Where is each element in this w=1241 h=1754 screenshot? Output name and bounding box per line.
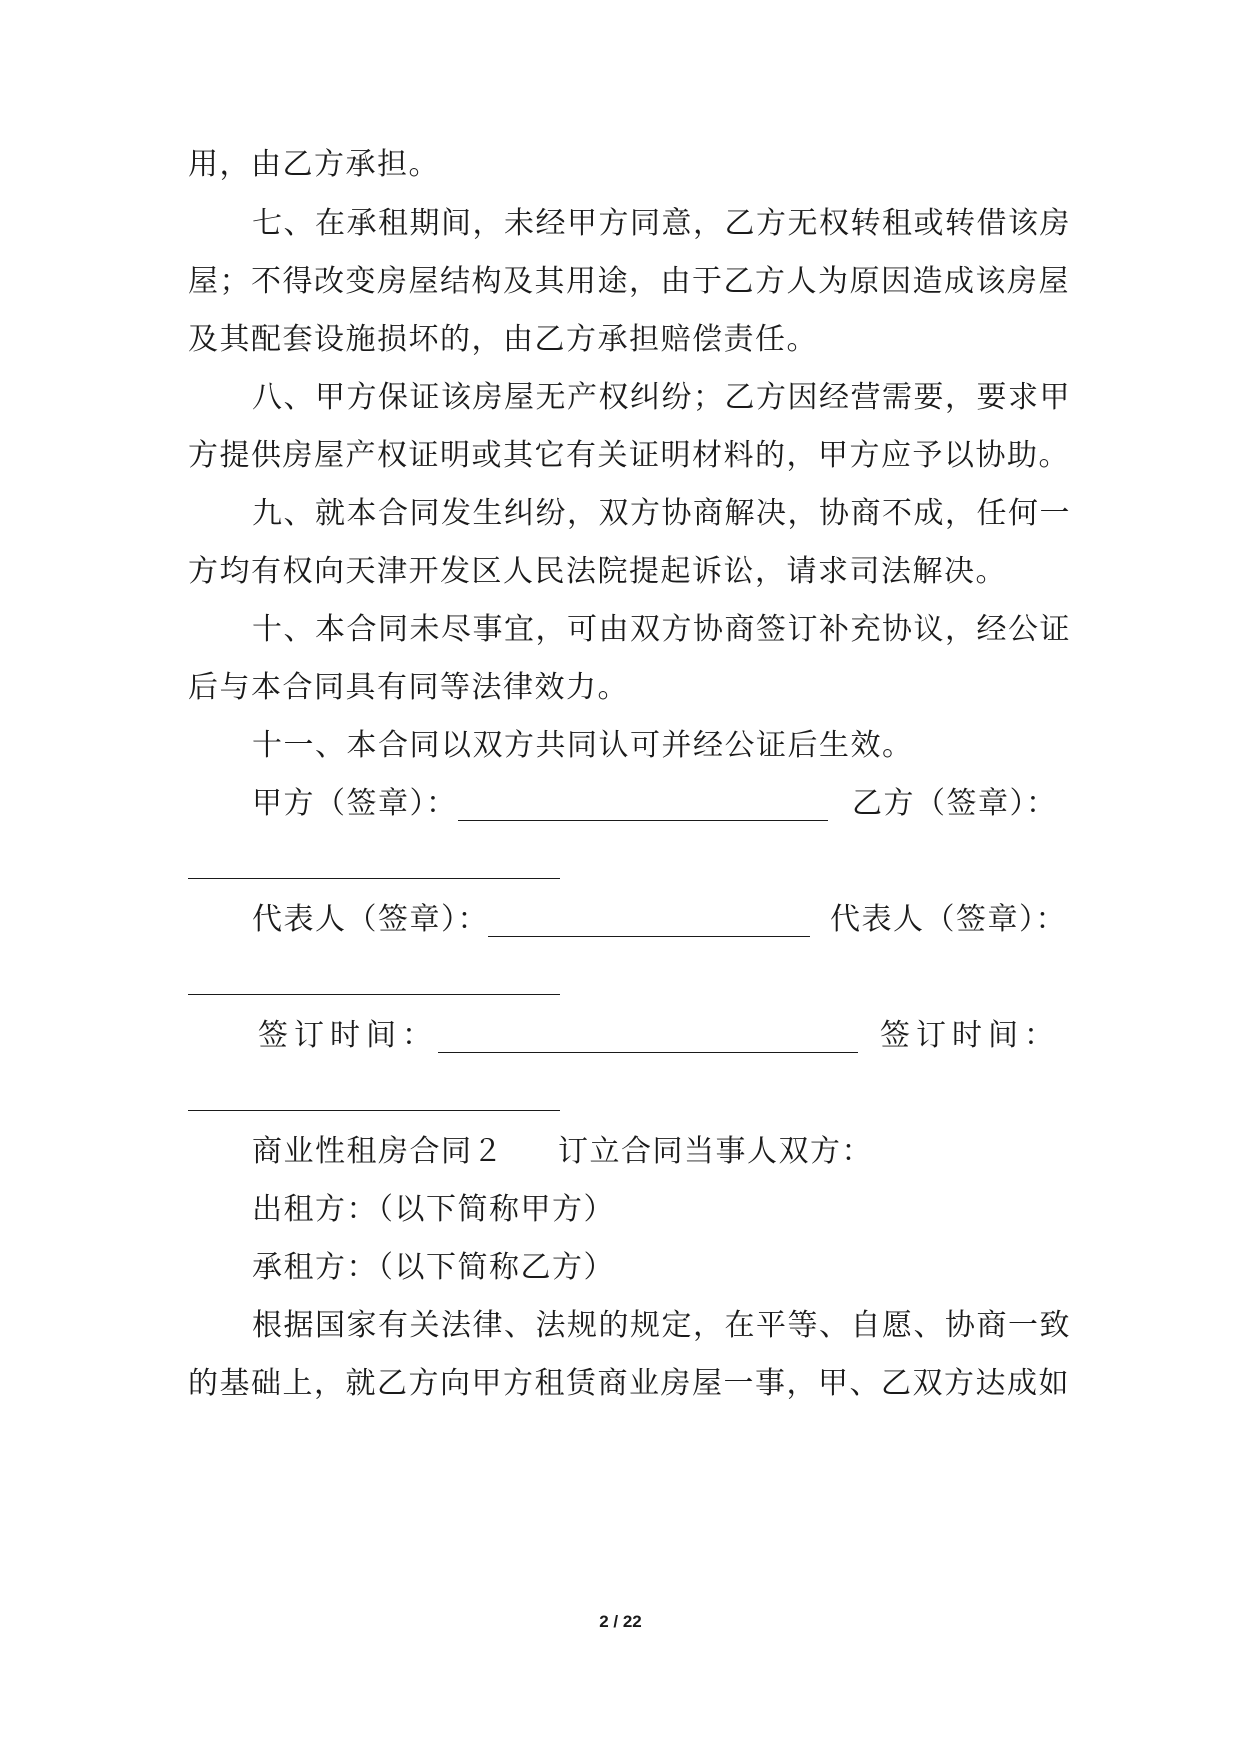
clause-9-line-1: 九、就本合同发生纠纷，双方协商解决，协商不成，任何一: [252, 496, 1071, 531]
rep-a-signature-line: [488, 936, 810, 937]
date-a-line: [438, 1052, 858, 1053]
page-number: 2 / 22: [599, 1612, 642, 1631]
intro-line-1: 根据国家有关法律、法规的规定，在平等、自愿、协商一致: [252, 1308, 1071, 1343]
rep-b-seal-label: 代表人（签章）：: [830, 902, 1067, 937]
clause-10-line-1: 十、本合同未尽事宜，可由双方协商签订补充协议，经公证: [252, 612, 1071, 647]
clause-8-line-1: 八、甲方保证该房屋无产权纠纷；乙方因经营需要，要求甲: [252, 380, 1071, 415]
party-a-seal-label: 甲方（签章）：: [252, 786, 458, 821]
date-b-line: [188, 1110, 560, 1111]
intro-line-2: 的基础上，就乙方向甲方租赁商业房屋一事，甲、乙双方达成如: [188, 1366, 1070, 1401]
clause-11-line: 十一、本合同以双方共同认可并经公证后生效。: [252, 728, 914, 763]
lessor-line: 出租方：（以下简称甲方）: [252, 1192, 615, 1227]
clause-7-line-2: 屋；不得改变房屋结构及其用途，由于乙方人为原因造成该房屋: [188, 264, 1070, 299]
clause-9-line-2: 方均有权向天津开发区人民法院提起诉讼，请求司法解决。: [188, 554, 1007, 589]
party-a-signature-line: [458, 820, 828, 821]
clause-7-line-1: 七、在承租期间，未经甲方同意，乙方无权转租或转借该房: [252, 206, 1071, 241]
rep-a-seal-label: 代表人（签章）：: [252, 902, 489, 937]
lessee-line: 承租方：（以下简称乙方）: [252, 1250, 615, 1285]
party-b-signature-line: [188, 878, 560, 879]
contract-2-title: 商业性租房合同２: [252, 1134, 504, 1169]
date-a-label: 签订时间：: [258, 1018, 438, 1053]
contract-parties-label: 订立合同当事人双方：: [558, 1134, 873, 1169]
party-b-seal-label: 乙方（签章）：: [852, 786, 1058, 821]
clause-7-line-3: 及其配套设施损坏的，由乙方承担赔偿责任。: [188, 322, 818, 357]
date-b-label: 签订时间：: [880, 1018, 1060, 1053]
clause-8-line-2: 方提供房屋产权证明或其它有关证明材料的，甲方应予以协助。: [188, 438, 1070, 473]
rep-b-signature-line: [188, 994, 560, 995]
clause-10-line-2: 后与本合同具有同等法律效力。: [188, 670, 629, 705]
paragraph-line: 用，由乙方承担。: [188, 147, 440, 182]
